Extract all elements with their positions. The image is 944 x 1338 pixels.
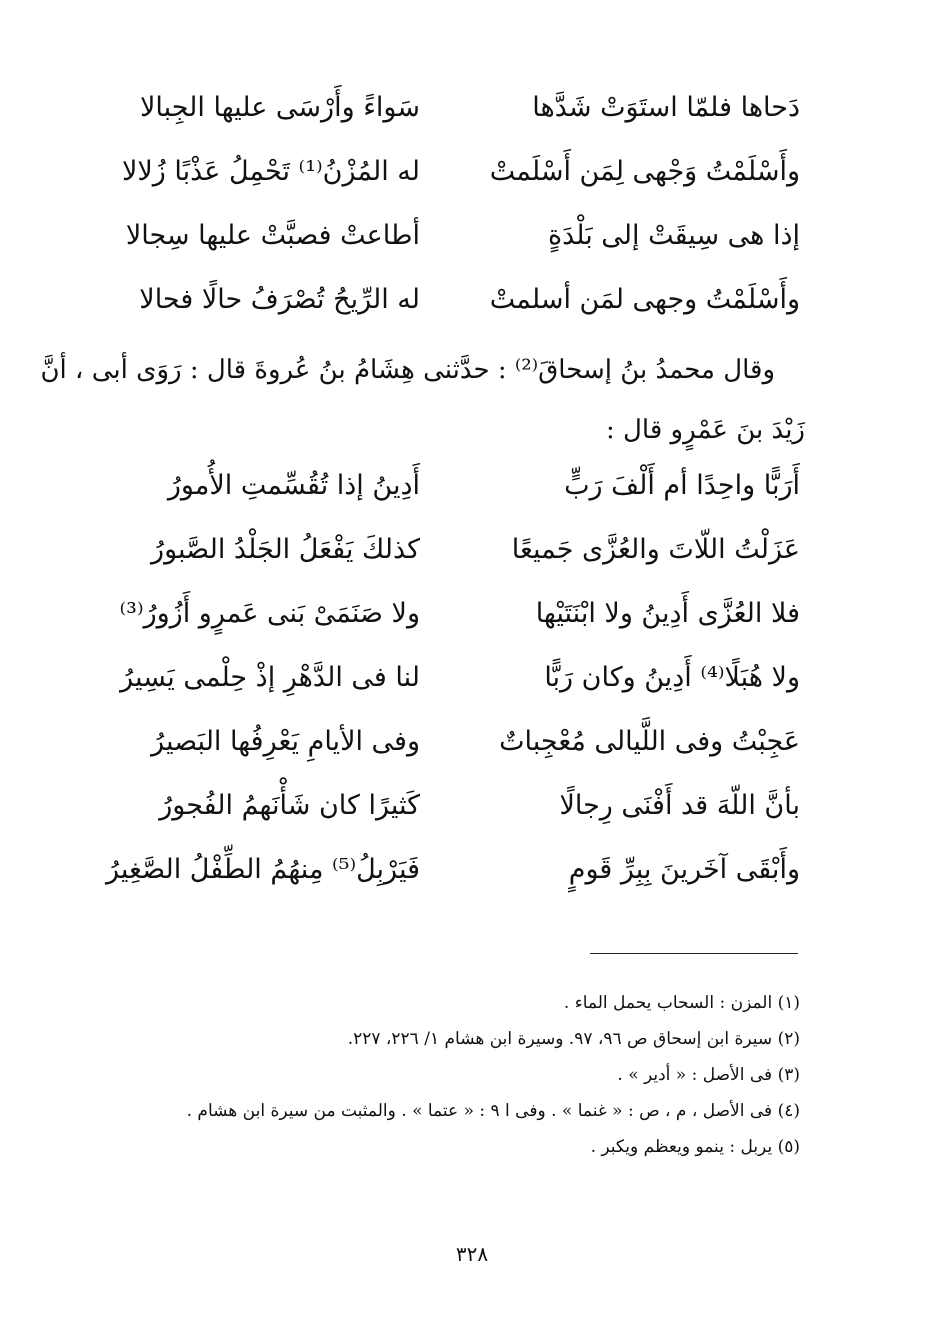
- verse-second-hemistich: له الرِّيحُ تُصْرَفُ حالًا فحالا: [139, 284, 420, 315]
- verse-line: [100, 530, 800, 570]
- footnote: (٢) سيرة ابن إسحاق ص ٩٦، ٩٧. وسيرة ابن هشام ١/ ٢٢٦، ٢٢٧.: [347, 1029, 800, 1049]
- page-number: ٣٢٨: [455, 1242, 489, 1266]
- verse-second-hemistich: ولا صَنَمَىْ بَنى عَمرٍو أَزُورُ⁽³⁾: [119, 598, 420, 629]
- footnotes: [150, 985, 800, 1165]
- prose-line: زَيْدَ بنَ عَمْرٍو قال :: [606, 415, 805, 445]
- footnote: (١) المزن : السحاب يحمل الماء .: [563, 993, 800, 1013]
- footnote-divider: [590, 953, 798, 954]
- verse-line: [100, 658, 800, 698]
- verse-line: [100, 850, 800, 890]
- footnote: (٤) فى الأصل ، م ، ص : « غنما » . وفى ا ٩ : « عتما » . والمثبت من سيرة ابن هشام .: [186, 1101, 800, 1121]
- verse-line: [100, 88, 800, 128]
- verse-second-hemistich: كذلكَ يَفْعَلُ الجَلْدُ الصَّبورُ: [151, 534, 420, 565]
- verse-second-hemistich: له المُزْنُ⁽¹⁾ تَحْمِلُ عَذْبًا زُلالا: [121, 156, 420, 187]
- verse-first-hemistich: إذا هى سِيقَتْ إلى بَلْدَةٍ: [547, 220, 800, 251]
- verse-first-hemistich: عَزَلْتُ اللّاتَ والعُزَّى جَميعًا: [511, 534, 800, 565]
- verse-second-hemistich: فَيَرْبِلُ⁽⁵⁾ مِنهُمُ الطِّفْلُ الصَّغِيرُ: [106, 854, 420, 885]
- verse-second-hemistich: لنا فى الدَّهْرِ إذْ حِلْمى يَسِيرُ: [120, 662, 420, 693]
- verse-line: [100, 280, 800, 320]
- verse-second-hemistich: كَثيرًا كان شَأْنَهمُ الفُجورُ: [159, 790, 420, 821]
- verse-line: [100, 152, 800, 192]
- verse-line: [100, 722, 800, 762]
- verse-second-hemistich: أَدِينُ إذا تُقُسِّمتِ الأُمورُ: [167, 470, 420, 501]
- verse-second-hemistich: أطاعتْ فصبَّتْ عليها سِجالا: [125, 220, 420, 251]
- verse-first-hemistich: فلا العُزَّى أَدِينُ ولا ابْنَتَيْها: [535, 598, 800, 629]
- verse-first-hemistich: وأَسْلَمْتُ وَجْهى لِمَن أَسْلَمتْ: [489, 156, 800, 187]
- verse-line: [100, 466, 800, 506]
- verse-line: [100, 216, 800, 256]
- verse-first-hemistich: وأَبْقَى آخَرينَ بِبِرِّ قَومٍ: [568, 854, 800, 885]
- footnote: (٥) يربل : ينمو ويعظم ويكبر .: [590, 1137, 800, 1157]
- footnote: (٣) فى الأصل : « أدير » .: [617, 1065, 800, 1085]
- verse-first-hemistich: عَجِبْتُ وفى اللَّيالى مُعْجِباتٌ: [499, 726, 800, 757]
- prose-paragraph: [40, 350, 805, 450]
- verse-line: [100, 786, 800, 826]
- verse-second-hemistich: وفى الأيامِ يَعْرِفُها البَصيرُ: [151, 726, 420, 757]
- verse-line: [100, 594, 800, 634]
- verse-first-hemistich: أَرَبًّا واحِدًا أم أَلْفَ رَبٍّ: [564, 470, 800, 501]
- verse-first-hemistich: بأنَّ اللّهَ قد أَفْنَى رِجالًا: [559, 790, 800, 821]
- prose-line: وقال محمدُ بنُ إسحاقَ⁽²⁾ : حدَّثنى هِشَامُ بنُ عُروةَ قال : رَوَى أبى ، أنَّ: [40, 355, 775, 385]
- verse-first-hemistich: ولا هُبَلًا⁽⁴⁾ أَدِينُ وكان رَبًّا: [544, 662, 800, 693]
- verse-first-hemistich: دَحاها فلمّا استَوَتْ شَدَّها: [532, 92, 800, 123]
- verse-second-hemistich: سَواءً وأَرْسَى عليها الجِبالا: [139, 92, 420, 123]
- verse-first-hemistich: وأَسْلَمْتُ وجهى لمَن أسلمتْ: [489, 284, 800, 315]
